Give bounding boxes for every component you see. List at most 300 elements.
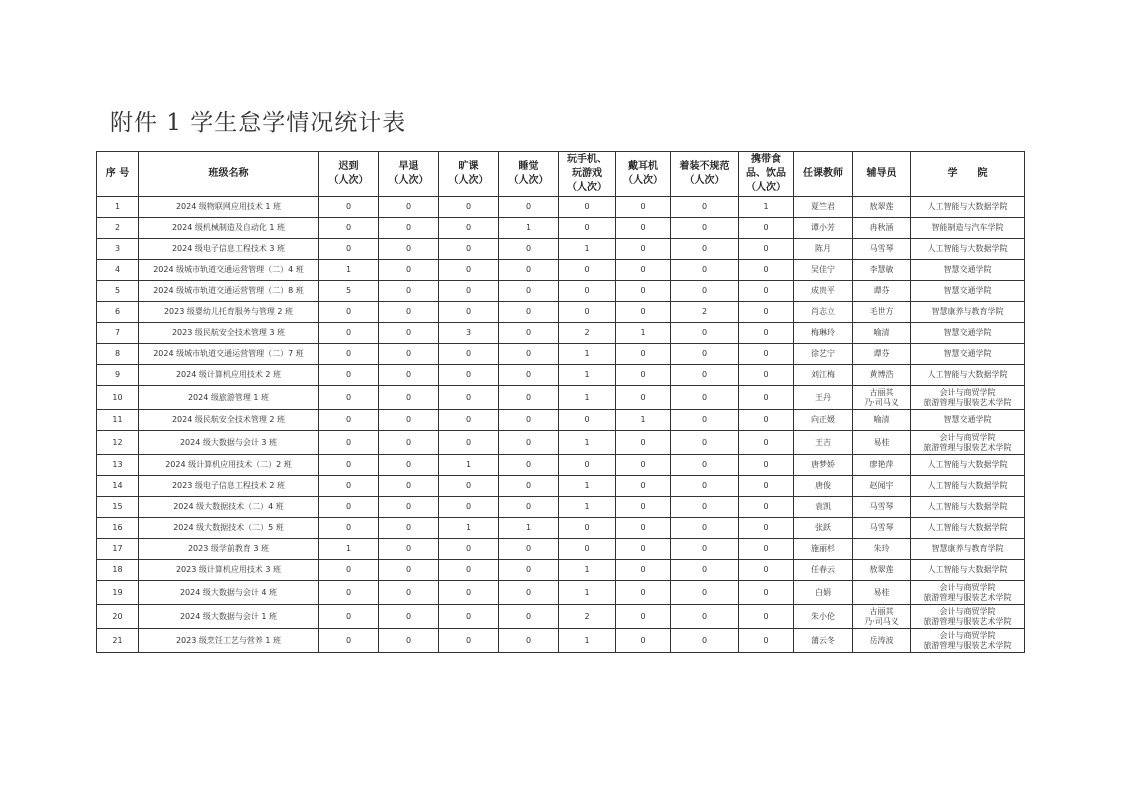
- cell-dress: 0: [671, 539, 739, 560]
- cell-late: 0: [319, 431, 379, 455]
- cell-teacher-line: 蒲云冬: [811, 635, 835, 645]
- cell-counselor: [853, 539, 911, 560]
- cell-dress: 0: [671, 518, 739, 539]
- cell-counselor: [853, 605, 911, 629]
- table-row: [97, 518, 1025, 539]
- cell-counselor-line: 马雪琴: [869, 244, 894, 253]
- table-row: [97, 218, 1025, 239]
- cell-absent: 0: [439, 365, 499, 386]
- cell-food: 0: [739, 497, 794, 518]
- cell-counselor-line: 古丽其: [869, 387, 894, 397]
- cell-food: 0: [739, 386, 794, 410]
- cell-teacher: [794, 629, 853, 653]
- cell-counselor-line: 岳涛波: [869, 635, 894, 645]
- table-body: [97, 197, 1025, 653]
- cell-no: 1: [97, 197, 139, 218]
- cell-teacher-line: 唐梦娇: [811, 460, 835, 469]
- header-dress-unit: （人次）: [684, 175, 725, 186]
- table-row: [97, 365, 1025, 386]
- cell-absent: 1: [439, 455, 499, 476]
- cell-sleep: 0: [499, 431, 559, 455]
- cell-food: 0: [739, 539, 794, 560]
- cell-late: 0: [319, 386, 379, 410]
- cell-sleep: 1: [499, 518, 559, 539]
- cell-food: 0: [739, 281, 794, 302]
- cell-absent: 0: [439, 302, 499, 323]
- header-phone-games-line1: 玩手机、: [567, 154, 607, 165]
- cell-class-name: 2024 级电子信息工程技术 3 班: [139, 239, 319, 260]
- cell-teacher-line: 肖志立: [811, 307, 835, 316]
- cell-earphones: 0: [616, 497, 671, 518]
- cell-leave-early: 0: [379, 497, 439, 518]
- cell-teacher: [794, 560, 853, 581]
- cell-counselor: [853, 386, 911, 410]
- cell-teacher-line: 王吉: [815, 437, 831, 447]
- cell-dress: 0: [671, 560, 739, 581]
- header-absent-unit: （人次）: [448, 175, 489, 186]
- cell-counselor-line: 黄博浩: [869, 370, 894, 379]
- cell-food: 0: [739, 410, 794, 431]
- cell-counselor: [853, 281, 911, 302]
- header-no: 序 号: [97, 152, 139, 197]
- header-sleep: [499, 152, 559, 197]
- cell-earphones: 0: [616, 302, 671, 323]
- cell-late: 1: [319, 539, 379, 560]
- cell-class-name: 2023 级婴幼儿托育服务与管理 2 班: [139, 302, 319, 323]
- cell-food: 0: [739, 581, 794, 605]
- cell-food: 0: [739, 518, 794, 539]
- cell-dress: 0: [671, 365, 739, 386]
- cell-teacher: [794, 281, 853, 302]
- cell-counselor: [853, 218, 911, 239]
- cell-food: 0: [739, 455, 794, 476]
- cell-dress: 0: [671, 260, 739, 281]
- cell-leave-early: 0: [379, 281, 439, 302]
- cell-dress: 0: [671, 218, 739, 239]
- cell-college-line: 智慧交通学院: [943, 328, 992, 337]
- cell-sleep: 0: [499, 281, 559, 302]
- cell-counselor: [853, 455, 911, 476]
- cell-absent: 0: [439, 476, 499, 497]
- cell-class-name: 2024 级大数据技术（二）4 班: [139, 497, 319, 518]
- cell-counselor-line: 冉秋涵: [869, 223, 894, 232]
- cell-phone-games: 2: [559, 605, 616, 629]
- cell-food: 0: [739, 344, 794, 365]
- cell-college-line: 智慧康养与教育学院: [931, 544, 1004, 553]
- cell-college: [911, 560, 1025, 581]
- table-row: [97, 431, 1025, 455]
- cell-teacher-line: 梅琳玲: [811, 328, 835, 337]
- cell-college-line: 智慧交通学院: [943, 349, 992, 358]
- cell-teacher-line: 白娟: [815, 587, 831, 597]
- cell-teacher-line: 唐俊: [815, 481, 831, 490]
- cell-class-name: 2024 级大数据与会计 1 班: [139, 605, 319, 629]
- cell-teacher: [794, 539, 853, 560]
- cell-counselor-line: 毛世方: [869, 307, 894, 316]
- cell-no: 8: [97, 344, 139, 365]
- attendance-statistics-table: [96, 151, 1025, 653]
- cell-earphones: 1: [616, 323, 671, 344]
- cell-dress: 2: [671, 302, 739, 323]
- cell-leave-early: 0: [379, 581, 439, 605]
- cell-earphones: 0: [616, 581, 671, 605]
- cell-college: [911, 497, 1025, 518]
- cell-college-line: 旅游管理与服装艺术学院: [923, 640, 1012, 650]
- cell-teacher: [794, 605, 853, 629]
- cell-teacher-line: 吴佳宁: [811, 265, 835, 274]
- table-row: [97, 629, 1025, 653]
- table-row: [97, 476, 1025, 497]
- cell-earphones: 0: [616, 455, 671, 476]
- header-sleep-unit: （人次）: [508, 175, 549, 186]
- cell-teacher-line: 谭小芳: [811, 223, 835, 232]
- cell-sleep: 0: [499, 410, 559, 431]
- cell-no: 20: [97, 605, 139, 629]
- table-row: [97, 386, 1025, 410]
- cell-class-name: 2023 级民航安全技术管理 3 班: [139, 323, 319, 344]
- cell-teacher: [794, 518, 853, 539]
- cell-leave-early: 0: [379, 323, 439, 344]
- cell-leave-early: 0: [379, 260, 439, 281]
- cell-counselor: [853, 260, 911, 281]
- cell-teacher-line: 任春云: [811, 565, 835, 574]
- cell-sleep: 0: [499, 386, 559, 410]
- cell-class-name: 2023 级电子信息工程技术 2 班: [139, 476, 319, 497]
- cell-counselor-line: 喻清: [873, 415, 890, 424]
- cell-college-line: 人工智能与大数据学院: [927, 481, 1008, 490]
- cell-college: [911, 605, 1025, 629]
- cell-dress: 0: [671, 239, 739, 260]
- cell-phone-games: 1: [559, 365, 616, 386]
- cell-no: 15: [97, 497, 139, 518]
- cell-college: [911, 476, 1025, 497]
- cell-class-name: 2024 级计算机应用技术（二）2 班: [139, 455, 319, 476]
- cell-teacher: [794, 431, 853, 455]
- document-title: 附件 1 学生怠学情况统计表: [110, 110, 407, 136]
- cell-teacher: [794, 410, 853, 431]
- cell-absent: 0: [439, 260, 499, 281]
- cell-earphones: 0: [616, 218, 671, 239]
- cell-dress: 0: [671, 629, 739, 653]
- cell-phone-games: 0: [559, 281, 616, 302]
- cell-leave-early: 0: [379, 518, 439, 539]
- cell-earphones: 0: [616, 239, 671, 260]
- header-earphones: [616, 152, 671, 197]
- cell-food: 0: [739, 239, 794, 260]
- cell-college-line: 人工智能与大数据学院: [927, 244, 1008, 253]
- cell-class-name: 2024 级大数据与会计 3 班: [139, 431, 319, 455]
- cell-college-line: 会计与商贸学院: [939, 432, 996, 442]
- cell-teacher: [794, 260, 853, 281]
- cell-college-line: 旅游管理与服装艺术学院: [923, 397, 1012, 407]
- cell-late: 0: [319, 455, 379, 476]
- cell-class-name: 2024 级机械制造及自动化 1 班: [139, 218, 319, 239]
- cell-teacher-line: 朱小伦: [811, 611, 835, 621]
- cell-no: 9: [97, 365, 139, 386]
- cell-earphones: 0: [616, 476, 671, 497]
- cell-no: 14: [97, 476, 139, 497]
- cell-late: 0: [319, 629, 379, 653]
- cell-teacher: [794, 197, 853, 218]
- cell-sleep: 0: [499, 344, 559, 365]
- cell-phone-games: 0: [559, 302, 616, 323]
- cell-phone-games: 1: [559, 581, 616, 605]
- cell-counselor: [853, 476, 911, 497]
- cell-counselor-line: 易桂: [873, 587, 890, 597]
- cell-dress: 0: [671, 581, 739, 605]
- cell-no: 13: [97, 455, 139, 476]
- cell-late: 1: [319, 260, 379, 281]
- cell-absent: 0: [439, 431, 499, 455]
- cell-phone-games: 1: [559, 431, 616, 455]
- cell-leave-early: 0: [379, 431, 439, 455]
- cell-dress: 0: [671, 344, 739, 365]
- cell-earphones: 0: [616, 365, 671, 386]
- cell-college: [911, 518, 1025, 539]
- cell-absent: 0: [439, 386, 499, 410]
- cell-no: 16: [97, 518, 139, 539]
- cell-college-line: 旅游管理与服装艺术学院: [923, 616, 1012, 626]
- cell-college-line: 会计与商贸学院: [939, 606, 996, 616]
- cell-leave-early: 0: [379, 365, 439, 386]
- header-food-line1: 携带食: [751, 154, 781, 165]
- header-counselor: 辅导员: [853, 152, 911, 197]
- cell-absent: 0: [439, 581, 499, 605]
- cell-teacher-line: 施丽杉: [811, 544, 835, 553]
- header-absent: [439, 152, 499, 197]
- cell-college-line: 人工智能与大数据学院: [927, 460, 1008, 469]
- cell-dress: 0: [671, 323, 739, 344]
- cell-leave-early: 0: [379, 455, 439, 476]
- cell-late: 5: [319, 281, 379, 302]
- cell-food: 0: [739, 260, 794, 281]
- cell-phone-games: 0: [559, 410, 616, 431]
- cell-counselor: [853, 497, 911, 518]
- table-row: [97, 605, 1025, 629]
- cell-counselor: [853, 431, 911, 455]
- cell-leave-early: 0: [379, 410, 439, 431]
- cell-absent: 0: [439, 539, 499, 560]
- cell-college: [911, 365, 1025, 386]
- cell-earphones: 0: [616, 344, 671, 365]
- table-row: [97, 344, 1025, 365]
- cell-teacher: [794, 497, 853, 518]
- cell-sleep: 0: [499, 197, 559, 218]
- cell-food: 0: [739, 323, 794, 344]
- cell-leave-early: 0: [379, 476, 439, 497]
- cell-college: [911, 260, 1025, 281]
- cell-dress: 0: [671, 281, 739, 302]
- cell-teacher-line: 刘江梅: [811, 370, 835, 379]
- header-row: [97, 152, 1025, 197]
- cell-college: [911, 281, 1025, 302]
- cell-absent: 0: [439, 629, 499, 653]
- cell-no: 12: [97, 431, 139, 455]
- cell-college-line: 人工智能与大数据学院: [927, 565, 1008, 574]
- cell-counselor-line: 古丽其: [869, 606, 894, 616]
- cell-absent: 0: [439, 497, 499, 518]
- cell-teacher: [794, 302, 853, 323]
- cell-leave-early: 0: [379, 539, 439, 560]
- table-row: [97, 410, 1025, 431]
- cell-class-name: 2023 级烹饪工艺与营养 1 班: [139, 629, 319, 653]
- cell-class-name: 2024 级城市轨道交通运营管理（二）8 班: [139, 281, 319, 302]
- cell-leave-early: 0: [379, 605, 439, 629]
- cell-leave-early: 0: [379, 239, 439, 260]
- cell-absent: 0: [439, 410, 499, 431]
- cell-phone-games: 0: [559, 197, 616, 218]
- cell-food: 0: [739, 629, 794, 653]
- cell-late: 0: [319, 497, 379, 518]
- cell-college-line: 智能制造与汽车学院: [931, 223, 1004, 232]
- cell-food: 0: [739, 302, 794, 323]
- cell-no: 19: [97, 581, 139, 605]
- cell-counselor-line: 乃·司马义: [864, 616, 899, 626]
- cell-counselor-line: 赵闻宇: [869, 481, 894, 490]
- cell-dress: 0: [671, 497, 739, 518]
- cell-sleep: 0: [499, 497, 559, 518]
- cell-sleep: 0: [499, 302, 559, 323]
- cell-dress: 0: [671, 455, 739, 476]
- cell-sleep: 0: [499, 560, 559, 581]
- cell-college: [911, 386, 1025, 410]
- table-row: [97, 323, 1025, 344]
- cell-absent: 3: [439, 323, 499, 344]
- cell-counselor-line: 马雪琴: [869, 502, 894, 511]
- cell-counselor: [853, 518, 911, 539]
- cell-college: [911, 302, 1025, 323]
- cell-earphones: 0: [616, 431, 671, 455]
- cell-phone-games: 1: [559, 629, 616, 653]
- cell-counselor: [853, 581, 911, 605]
- cell-earphones: 0: [616, 629, 671, 653]
- cell-class-name: 2024 级大数据技术（二）5 班: [139, 518, 319, 539]
- cell-college: [911, 239, 1025, 260]
- cell-college-line: 智慧交通学院: [943, 286, 992, 295]
- cell-late: 0: [319, 323, 379, 344]
- cell-leave-early: 0: [379, 302, 439, 323]
- cell-earphones: 0: [616, 605, 671, 629]
- cell-sleep: 0: [499, 629, 559, 653]
- cell-counselor: [853, 365, 911, 386]
- cell-earphones: 0: [616, 386, 671, 410]
- cell-counselor: [853, 410, 911, 431]
- cell-phone-games: 1: [559, 497, 616, 518]
- cell-food: 0: [739, 605, 794, 629]
- cell-phone-games: 1: [559, 344, 616, 365]
- cell-teacher-line: 成贵平: [811, 286, 835, 295]
- cell-counselor: [853, 197, 911, 218]
- cell-counselor: [853, 323, 911, 344]
- header-sleep-line: 睡觉: [518, 161, 539, 172]
- cell-counselor-line: 朱玲: [873, 544, 890, 553]
- header-earphones-line: 戴耳机: [628, 161, 658, 172]
- header-late-line: 迟到: [338, 161, 359, 172]
- cell-college-line: 智慧交通学院: [943, 265, 992, 274]
- cell-phone-games: 1: [559, 239, 616, 260]
- cell-college: [911, 218, 1025, 239]
- cell-class-name: 2024 级旅游管理 1 班: [139, 386, 319, 410]
- cell-college-line: 智慧康养与教育学院: [931, 307, 1004, 316]
- cell-no: 21: [97, 629, 139, 653]
- cell-phone-games: 0: [559, 518, 616, 539]
- cell-class-name: 2023 级计算机应用技术 3 班: [139, 560, 319, 581]
- cell-college: [911, 410, 1025, 431]
- header-phone-games-line2: 玩游戏: [572, 168, 602, 179]
- cell-teacher: [794, 386, 853, 410]
- table-row: [97, 497, 1025, 518]
- cell-absent: 0: [439, 344, 499, 365]
- header-dress-line: 着装不规范: [679, 161, 730, 172]
- cell-sleep: 0: [499, 581, 559, 605]
- cell-college: [911, 539, 1025, 560]
- cell-counselor: [853, 344, 911, 365]
- cell-college-line: 会计与商贸学院: [939, 582, 996, 592]
- table-row: [97, 455, 1025, 476]
- cell-phone-games: 0: [559, 218, 616, 239]
- header-absent-line: 旷课: [458, 161, 479, 172]
- header-phone-games-unit: （人次）: [567, 182, 607, 193]
- header-class-name: 班级名称: [139, 152, 319, 197]
- cell-no: 7: [97, 323, 139, 344]
- cell-teacher: [794, 344, 853, 365]
- cell-sleep: 0: [499, 239, 559, 260]
- cell-leave-early: 0: [379, 197, 439, 218]
- cell-college-line: 智慧交通学院: [943, 415, 992, 424]
- cell-teacher: [794, 455, 853, 476]
- cell-phone-games: 0: [559, 260, 616, 281]
- cell-counselor-line: 敖翠莲: [869, 565, 894, 574]
- header-food-line2: 品、饮品: [746, 168, 786, 179]
- cell-teacher: [794, 239, 853, 260]
- cell-absent: 0: [439, 218, 499, 239]
- header-teacher: 任课教师: [794, 152, 853, 197]
- header-food: [739, 152, 794, 197]
- cell-counselor-line: 谭芬: [873, 286, 890, 295]
- cell-sleep: 0: [499, 323, 559, 344]
- cell-college: [911, 323, 1025, 344]
- cell-phone-games: 1: [559, 386, 616, 410]
- header-dress: [671, 152, 739, 197]
- cell-teacher: [794, 581, 853, 605]
- cell-counselor: [853, 629, 911, 653]
- cell-counselor-line: 廖艳萍: [869, 460, 894, 469]
- cell-dress: 0: [671, 605, 739, 629]
- cell-no: 11: [97, 410, 139, 431]
- cell-late: 0: [319, 476, 379, 497]
- cell-teacher-line: 陈月: [815, 244, 831, 253]
- cell-no: 4: [97, 260, 139, 281]
- cell-sleep: 0: [499, 476, 559, 497]
- cell-counselor: [853, 239, 911, 260]
- cell-teacher: [794, 323, 853, 344]
- cell-teacher-line: 袁凯: [815, 502, 831, 511]
- cell-late: 0: [319, 239, 379, 260]
- cell-no: 10: [97, 386, 139, 410]
- cell-teacher: [794, 476, 853, 497]
- cell-counselor-line: 马雪琴: [869, 523, 894, 532]
- cell-late: 0: [319, 344, 379, 365]
- cell-sleep: 0: [499, 365, 559, 386]
- cell-earphones: 0: [616, 539, 671, 560]
- cell-college-line: 旅游管理与服装艺术学院: [923, 592, 1012, 602]
- header-leave-early-line: 早退: [398, 161, 419, 172]
- cell-absent: 0: [439, 605, 499, 629]
- cell-absent: 1: [439, 518, 499, 539]
- table-row: [97, 581, 1025, 605]
- table-row: [97, 302, 1025, 323]
- cell-college: [911, 581, 1025, 605]
